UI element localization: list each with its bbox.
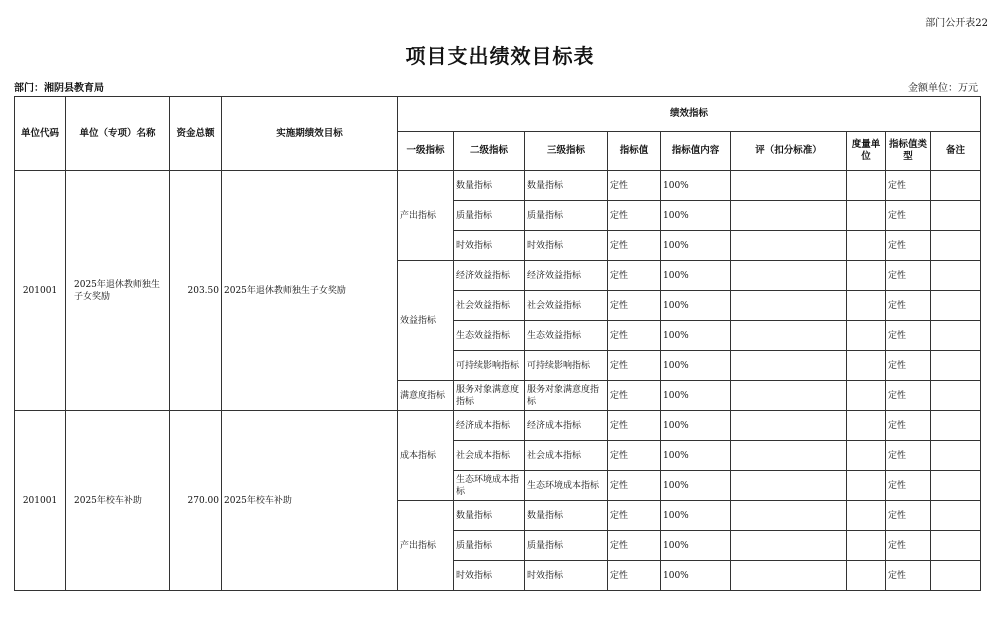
value-type-cell: 定性 bbox=[886, 291, 931, 321]
value-type-cell: 定性 bbox=[886, 351, 931, 381]
measure-unit-cell bbox=[847, 411, 886, 441]
level2-cell: 质量指标 bbox=[454, 531, 525, 561]
document-code: 部门公开表22 bbox=[925, 18, 988, 29]
value-content-cell: 100% bbox=[661, 441, 731, 471]
indicator-value-cell: 定性 bbox=[608, 411, 661, 441]
level3-cell: 时效指标 bbox=[525, 561, 608, 591]
level1-cell: 效益指标 bbox=[398, 261, 454, 381]
unit-code-cell: 201001 bbox=[15, 411, 66, 591]
remarks-cell bbox=[931, 471, 981, 501]
indicator-value-cell: 定性 bbox=[608, 171, 661, 201]
scoring-cell bbox=[731, 441, 847, 471]
unit-name-cell: 2025年校车补助 bbox=[66, 411, 170, 591]
scoring-cell bbox=[731, 411, 847, 441]
level2-cell: 数量指标 bbox=[454, 171, 525, 201]
level2-cell: 时效指标 bbox=[454, 231, 525, 261]
level2-cell: 质量指标 bbox=[454, 201, 525, 231]
unit-code-cell: 201001 bbox=[15, 171, 66, 411]
header-level2: 二级指标 bbox=[454, 132, 525, 171]
level1-cell: 产出指标 bbox=[398, 171, 454, 261]
value-content-cell: 100% bbox=[661, 321, 731, 351]
level3-cell: 社会成本指标 bbox=[525, 441, 608, 471]
level2-cell: 社会效益指标 bbox=[454, 291, 525, 321]
level3-cell: 社会效益指标 bbox=[525, 291, 608, 321]
header-level1: 一级指标 bbox=[398, 132, 454, 171]
level3-cell: 数量指标 bbox=[525, 171, 608, 201]
value-type-cell: 定性 bbox=[886, 471, 931, 501]
scoring-cell bbox=[731, 321, 847, 351]
header-scoring: 评（扣分标准） bbox=[731, 132, 847, 171]
level3-cell: 可持续影响指标 bbox=[525, 351, 608, 381]
measure-unit-cell bbox=[847, 231, 886, 261]
value-content-cell: 100% bbox=[661, 381, 731, 411]
scoring-cell bbox=[731, 501, 847, 531]
table-body bbox=[15, 171, 981, 591]
value-content-cell: 100% bbox=[661, 351, 731, 381]
indicator-value-cell: 定性 bbox=[608, 231, 661, 261]
value-content-cell: 100% bbox=[661, 261, 731, 291]
indicator-value-cell: 定性 bbox=[608, 351, 661, 381]
value-type-cell: 定性 bbox=[886, 411, 931, 441]
header-value-content: 指标值内容 bbox=[661, 132, 731, 171]
table-header bbox=[15, 97, 981, 171]
performance-table bbox=[14, 96, 981, 591]
measure-unit-cell bbox=[847, 531, 886, 561]
header-unit-code: 单位代码 bbox=[15, 97, 66, 171]
value-content-cell: 100% bbox=[661, 231, 731, 261]
scoring-cell bbox=[731, 531, 847, 561]
header-remarks: 备注 bbox=[931, 132, 981, 171]
remarks-cell bbox=[931, 411, 981, 441]
scoring-cell bbox=[731, 171, 847, 201]
value-content-cell: 100% bbox=[661, 201, 731, 231]
remarks-cell bbox=[931, 291, 981, 321]
level1-cell: 满意度指标 bbox=[398, 381, 454, 411]
header-perf-indicators: 绩效指标 bbox=[398, 97, 981, 132]
level3-cell: 数量指标 bbox=[525, 501, 608, 531]
measure-unit-cell bbox=[847, 441, 886, 471]
remarks-cell bbox=[931, 321, 981, 351]
level3-cell: 经济效益指标 bbox=[525, 261, 608, 291]
remarks-cell bbox=[931, 381, 981, 411]
level2-cell: 经济效益指标 bbox=[454, 261, 525, 291]
goal-cell: 2025年校车补助 bbox=[222, 411, 398, 591]
level2-cell: 数量指标 bbox=[454, 501, 525, 531]
scoring-cell bbox=[731, 381, 847, 411]
header-measure-unit: 度量单位 bbox=[847, 132, 886, 171]
scoring-cell bbox=[731, 561, 847, 591]
level2-cell: 生态环境成本指标 bbox=[454, 471, 525, 501]
level2-cell: 社会成本指标 bbox=[454, 441, 525, 471]
measure-unit-cell bbox=[847, 261, 886, 291]
header-indicator-value: 指标值 bbox=[608, 132, 661, 171]
indicator-value-cell: 定性 bbox=[608, 321, 661, 351]
measure-unit-cell bbox=[847, 381, 886, 411]
measure-unit-cell bbox=[847, 471, 886, 501]
scoring-cell bbox=[731, 291, 847, 321]
measure-unit-cell bbox=[847, 351, 886, 381]
remarks-cell bbox=[931, 261, 981, 291]
indicator-value-cell: 定性 bbox=[608, 381, 661, 411]
measure-unit-cell bbox=[847, 561, 886, 591]
level2-cell: 可持续影响指标 bbox=[454, 351, 525, 381]
indicator-value-cell: 定性 bbox=[608, 501, 661, 531]
remarks-cell bbox=[931, 231, 981, 261]
indicator-value-cell: 定性 bbox=[608, 531, 661, 561]
measure-unit-cell bbox=[847, 171, 886, 201]
header-total-funds: 资金总额 bbox=[170, 97, 222, 171]
level2-cell: 时效指标 bbox=[454, 561, 525, 591]
header-goal: 实施期绩效目标 bbox=[222, 97, 398, 171]
level3-cell: 服务对象满意度指标 bbox=[525, 381, 608, 411]
level3-cell: 质量指标 bbox=[525, 531, 608, 561]
measure-unit-cell bbox=[847, 501, 886, 531]
remarks-cell bbox=[931, 531, 981, 561]
remarks-cell bbox=[931, 441, 981, 471]
indicator-value-cell: 定性 bbox=[608, 201, 661, 231]
level2-cell: 服务对象满意度指标 bbox=[454, 381, 525, 411]
table-row bbox=[15, 171, 981, 201]
unit-name-cell: 2025年退休教师独生子女奖励 bbox=[66, 171, 170, 411]
level3-cell: 时效指标 bbox=[525, 231, 608, 261]
header-level3: 三级指标 bbox=[525, 132, 608, 171]
remarks-cell bbox=[931, 501, 981, 531]
value-type-cell: 定性 bbox=[886, 531, 931, 561]
value-content-cell: 100% bbox=[661, 291, 731, 321]
header-unit-name: 单位（专项）名称 bbox=[66, 97, 170, 171]
indicator-value-cell: 定性 bbox=[608, 471, 661, 501]
level3-cell: 生态环境成本指标 bbox=[525, 471, 608, 501]
value-content-cell: 100% bbox=[661, 561, 731, 591]
value-content-cell: 100% bbox=[661, 471, 731, 501]
value-type-cell: 定性 bbox=[886, 231, 931, 261]
value-content-cell: 100% bbox=[661, 171, 731, 201]
remarks-cell bbox=[931, 351, 981, 381]
scoring-cell bbox=[731, 231, 847, 261]
scoring-cell bbox=[731, 351, 847, 381]
level1-cell: 成本指标 bbox=[398, 411, 454, 501]
total-funds-cell: 270.00 bbox=[170, 411, 222, 591]
level2-cell: 生态效益指标 bbox=[454, 321, 525, 351]
value-content-cell: 100% bbox=[661, 531, 731, 561]
level3-cell: 质量指标 bbox=[525, 201, 608, 231]
indicator-value-cell: 定性 bbox=[608, 291, 661, 321]
page-title: 项目支出绩效目标表 bbox=[405, 44, 595, 68]
value-type-cell: 定性 bbox=[886, 501, 931, 531]
measure-unit-cell bbox=[847, 291, 886, 321]
value-content-cell: 100% bbox=[661, 501, 731, 531]
goal-cell: 2025年退休教师独生子女奖励 bbox=[222, 171, 398, 411]
value-type-cell: 定性 bbox=[886, 201, 931, 231]
level1-cell: 产出指标 bbox=[398, 501, 454, 591]
indicator-value-cell: 定性 bbox=[608, 261, 661, 291]
scoring-cell bbox=[731, 201, 847, 231]
total-funds-cell: 203.50 bbox=[170, 171, 222, 411]
scoring-cell bbox=[731, 471, 847, 501]
indicator-value-cell: 定性 bbox=[608, 561, 661, 591]
amount-unit-label: 金额单位：万元 bbox=[908, 83, 978, 94]
value-type-cell: 定性 bbox=[886, 441, 931, 471]
level3-cell: 生态效益指标 bbox=[525, 321, 608, 351]
header-value-type: 指标值类型 bbox=[886, 132, 931, 171]
value-type-cell: 定性 bbox=[886, 171, 931, 201]
indicator-value-cell: 定性 bbox=[608, 441, 661, 471]
level2-cell: 经济成本指标 bbox=[454, 411, 525, 441]
value-type-cell: 定性 bbox=[886, 381, 931, 411]
department-label: 部门：湘阴县教育局 bbox=[14, 83, 104, 94]
value-type-cell: 定性 bbox=[886, 561, 931, 591]
measure-unit-cell bbox=[847, 321, 886, 351]
remarks-cell bbox=[931, 561, 981, 591]
level3-cell: 经济成本指标 bbox=[525, 411, 608, 441]
value-type-cell: 定性 bbox=[886, 261, 931, 291]
measure-unit-cell bbox=[847, 201, 886, 231]
remarks-cell bbox=[931, 171, 981, 201]
table-row bbox=[15, 411, 981, 441]
scoring-cell bbox=[731, 261, 847, 291]
value-type-cell: 定性 bbox=[886, 321, 931, 351]
remarks-cell bbox=[931, 201, 981, 231]
value-content-cell: 100% bbox=[661, 411, 731, 441]
